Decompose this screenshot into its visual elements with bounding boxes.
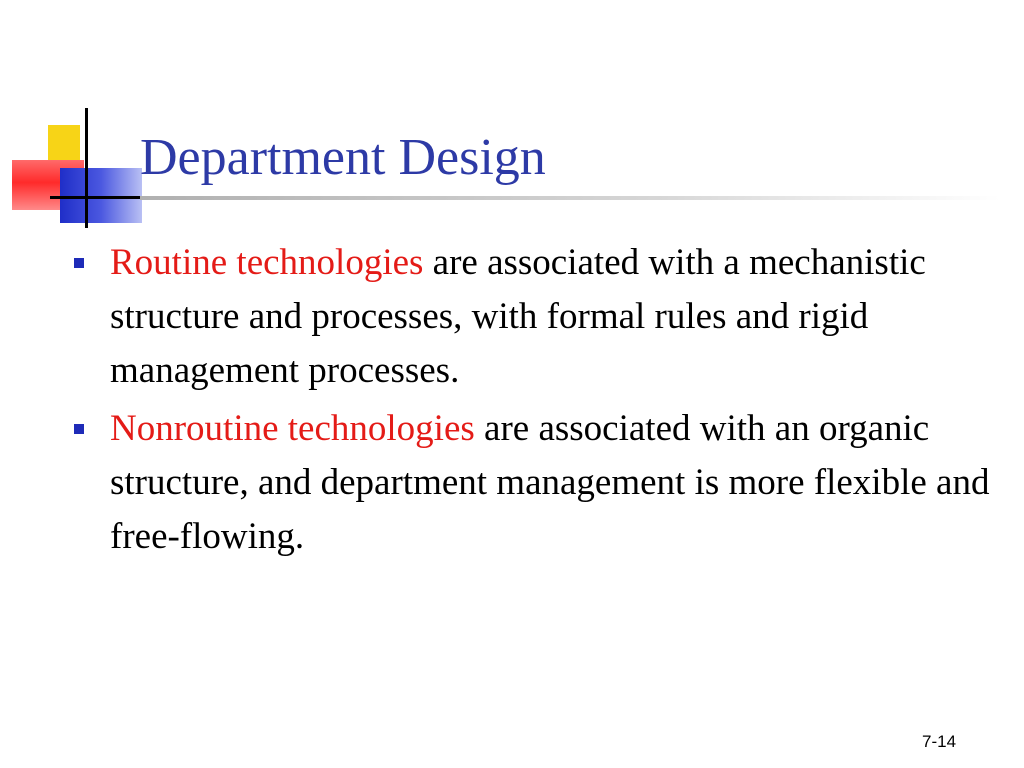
page-number: 7-14 — [922, 732, 957, 751]
bullet-item-routine — [74, 236, 1004, 398]
bullet-text: are associated with an organic structure, and department management is more flexible and free-flowing. — [110, 408, 990, 557]
corner-squares-logo-icon — [0, 0, 160, 240]
bullet-highlight: Routine technologies — [110, 242, 424, 283]
bullet-highlight: Nonroutine technologies — [110, 408, 475, 449]
title-underline — [140, 196, 1000, 200]
bullet-text: are associated with a mechanistic structure and processes, with formal rules and rigid management processes. — [110, 242, 926, 391]
square-bullet-icon — [74, 258, 84, 268]
vertical-crosshair-line — [85, 108, 88, 228]
bullet-list — [74, 236, 1004, 568]
square-bullet-icon — [74, 424, 84, 434]
slide-title: Department Design — [140, 129, 546, 186]
bullet-item-nonroutine — [74, 402, 1004, 564]
